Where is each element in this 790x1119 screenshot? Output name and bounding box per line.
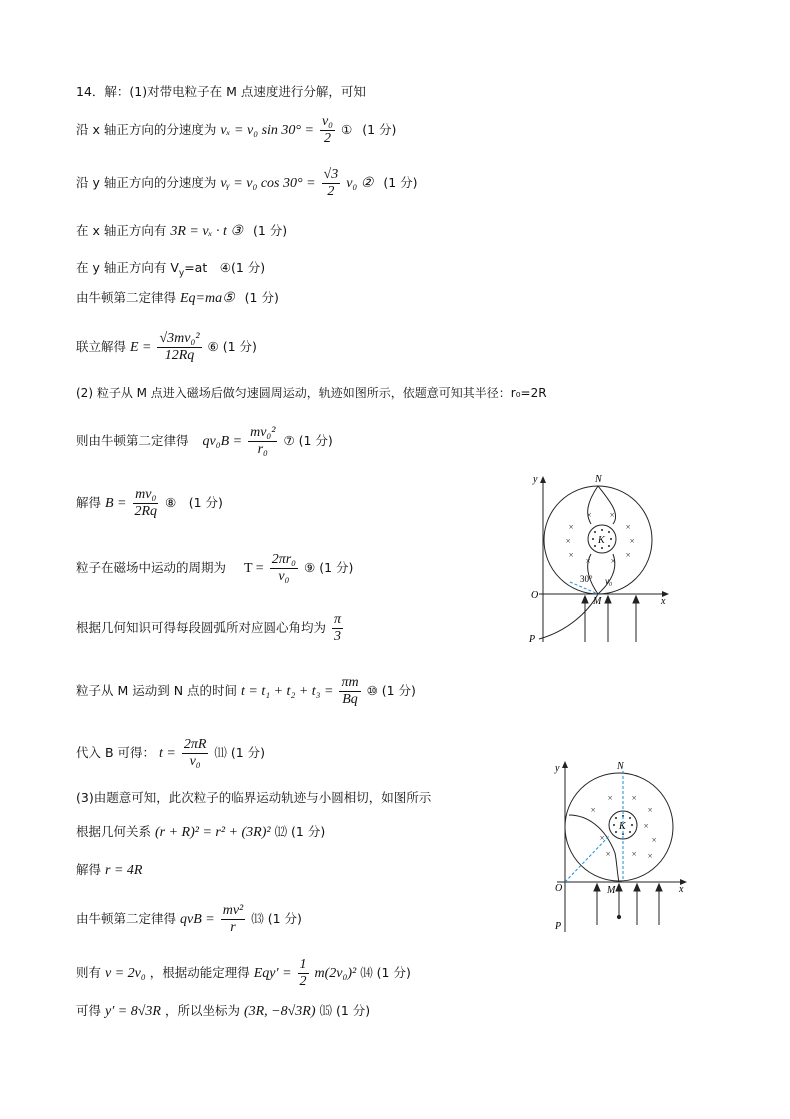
time2-num: 2πR: [183, 737, 207, 752]
r-line: [76, 864, 142, 878]
B-left: B =: [105, 496, 127, 511]
vx-equation: vₓ = v₀ sin 30° =: [220, 123, 314, 138]
fig1-label-o: O: [531, 590, 539, 601]
x-axis-text: 在 x 轴正方向有: [76, 223, 167, 238]
newton-text: 由牛顿第二定律得: [76, 290, 177, 305]
qvB2-text: 由牛顿第二定律得: [76, 911, 177, 926]
period-text: 粒子在磁场中运动的周期为: [76, 560, 227, 575]
qvB2-num: mv²: [222, 903, 244, 918]
fig1-label-v0: v₀: [605, 576, 613, 586]
newton-line: [76, 292, 279, 306]
period-score: ⑨ (1 分): [304, 560, 354, 575]
B-num: mv₀: [135, 487, 157, 502]
qvB-den: r₀: [257, 442, 268, 457]
svg-text:×: ×: [568, 550, 575, 560]
r-eq: r = 4R: [105, 863, 143, 878]
y-axis-line: [76, 262, 265, 279]
vy-fraction: [322, 168, 341, 199]
svg-text:×: ×: [607, 793, 614, 803]
E-text: 联立解得: [76, 339, 127, 354]
vy-line: [76, 168, 418, 199]
fig2-label-o: O: [555, 883, 563, 894]
vy-text: 沿 y 轴正方向的分速度为: [76, 175, 217, 190]
vx-circle: ①: [341, 122, 353, 137]
time2-text: 代入 B 可得：: [76, 745, 156, 760]
fig1-label-y: y: [533, 474, 538, 485]
period-fraction: [270, 553, 298, 584]
B-line: [76, 488, 223, 519]
fig1-label-k: K: [598, 535, 605, 546]
vx-score: (1 分): [362, 122, 397, 137]
time-score: ⑩ (1 分): [366, 683, 416, 698]
time2-left: t =: [159, 746, 176, 761]
svg-text:×: ×: [631, 793, 638, 803]
qvB2-left: qvB =: [180, 912, 215, 927]
vy-score: (1 分): [383, 175, 418, 190]
coord-line: [76, 1005, 370, 1019]
svg-text:×: ×: [629, 536, 636, 546]
fig2-label-x: x: [679, 884, 684, 895]
svg-text:×: ×: [643, 821, 650, 831]
energy-mid: ，根据动能定理得: [149, 965, 250, 980]
energy-score: ⒁ (1 分): [360, 965, 411, 980]
energy-fraction: [298, 958, 309, 989]
svg-text:×: ×: [565, 536, 572, 546]
time-num: πm: [341, 675, 359, 690]
coord-score: ⒂ (1 分): [319, 1003, 371, 1018]
time-den: Bq: [342, 692, 358, 707]
svg-text:×: ×: [609, 510, 616, 520]
B-fraction: [132, 488, 159, 519]
x-axis-score: (1 分): [252, 223, 288, 238]
qvB2-score: ⒀ (1 分): [251, 911, 302, 926]
svg-text:×: ×: [651, 835, 658, 845]
angle-text: 根据几何知识可得每段圆弧所对应圆心角均为: [76, 620, 327, 635]
geo-score: ⑿ (1 分): [274, 824, 326, 839]
svg-text:×: ×: [568, 522, 575, 532]
time-line: [76, 676, 416, 707]
svg-text:×: ×: [625, 550, 632, 560]
qvB-score: ⑦ (1 分): [283, 433, 333, 448]
fig1-y-arrow: [540, 476, 546, 483]
vy-num: √3: [323, 167, 339, 182]
geo-line: [76, 826, 325, 840]
fig2-trajectory: [569, 815, 619, 882]
fig1-label-angle: 30°: [580, 574, 593, 584]
fig1-label-n: N: [595, 474, 602, 485]
time2-line: [76, 738, 265, 769]
qvB2-line: [76, 904, 302, 935]
figure-2-diagram: [547, 757, 695, 935]
fig2-label-p: P: [555, 921, 562, 932]
energy-left: Eqy′ =: [253, 966, 292, 981]
solution-heading: 14．解：(1)对带电粒子在 M 点速度进行分解，可知: [76, 84, 366, 99]
geo-text: 根据几何关系: [76, 824, 152, 839]
fig1-entry-curve: [539, 594, 598, 639]
energy-tail: m(2v₀)²: [314, 966, 357, 981]
coord-mid: ，所以坐标为: [164, 1003, 240, 1018]
E-den: 12Rq: [164, 348, 195, 363]
svg-text:×: ×: [647, 851, 654, 861]
fig1-field-arrows: [582, 596, 639, 642]
qvB2-den: r: [230, 920, 236, 935]
fig2-field-arrows: [594, 884, 662, 925]
B-den: 2Rq: [134, 504, 158, 519]
y-axis-tail: =at ④(1 分): [184, 260, 266, 275]
svg-text:×: ×: [599, 833, 606, 843]
time-left: t = t₁ + t₂ + t₃ =: [241, 684, 334, 699]
vx-num: v₀: [321, 114, 334, 129]
E-fraction: [157, 332, 201, 363]
y-eq: y′ = 8√3R: [105, 1004, 161, 1019]
energy-text: 则有: [76, 965, 102, 980]
period-num: 2πr₀: [271, 552, 297, 567]
time2-den: v₀: [189, 754, 201, 769]
coord-eq: (3R, −8√3R): [243, 1004, 316, 1019]
period-den: v₀: [278, 569, 290, 584]
fig2-dashed-radius: [565, 835, 610, 882]
period-line: [76, 553, 353, 584]
E-line: [76, 332, 257, 363]
x-axis-equation: 3R = vₓ · t ③: [170, 224, 243, 239]
B-score: ⑧ (1 分): [165, 495, 223, 510]
svg-text:×: ×: [610, 556, 617, 566]
qvB2-fraction: [221, 904, 246, 935]
part3-heading: (3)由题意可知，此次粒子的临界运动轨迹与小圆相切，如图所示: [76, 790, 432, 805]
vy-equation: vᵧ = v₀ cos 30° =: [220, 176, 316, 191]
y-axis-text: 在 y 轴正方向有 V: [76, 260, 179, 275]
time-fraction: [339, 676, 360, 707]
svg-text:×: ×: [631, 849, 638, 859]
geo-eq: (r + R)² = r² + (3R)²: [155, 825, 271, 840]
energy-num: 1: [299, 957, 307, 972]
svg-text:×: ×: [586, 510, 593, 520]
r-text: 解得: [76, 862, 102, 877]
qvB-line: [76, 426, 333, 457]
fig1-label-p: P: [529, 634, 536, 645]
svg-text:×: ×: [625, 522, 632, 532]
fig1-label-m: M: [593, 596, 602, 607]
part2-heading: (2) 粒子从 M 点进入磁场后做匀速圆周运动，轨迹如图所示，依题意可知其半径：r₀=2R: [76, 386, 547, 400]
vy-den: 2: [327, 184, 335, 199]
qvB-text: 则由牛顿第二定律得: [76, 433, 189, 448]
y-axis-sub: y: [178, 268, 185, 279]
fig2-label-k: K: [619, 821, 626, 832]
time-text: 粒子从 M 运动到 N 点的时间: [76, 683, 238, 698]
vx-den: 2: [323, 131, 331, 146]
svg-text:×: ×: [647, 805, 654, 815]
fig2-y-arrow: [562, 761, 568, 768]
energy-line: [76, 958, 411, 989]
qvB-fraction: [248, 426, 277, 457]
angle-line: [76, 613, 345, 644]
x-axis-line: [76, 225, 287, 239]
newton-score: (1 分): [244, 290, 279, 305]
fig2-label-m: M: [607, 885, 616, 896]
vx-fraction: [320, 115, 335, 146]
energy-den: 2: [299, 974, 307, 989]
fig2-label-n: N: [617, 761, 624, 772]
angle-fraction: [332, 613, 343, 644]
E-left: E =: [130, 340, 152, 355]
fig1-label-x: x: [661, 596, 666, 607]
coord-text: 可得: [76, 1003, 102, 1018]
newton-eq: Eq=ma⑤: [180, 291, 235, 306]
vx-line: [76, 115, 396, 146]
angle-num: π: [334, 612, 342, 627]
angle-den: 3: [334, 629, 341, 644]
qvB-num: mv₀²: [250, 425, 276, 440]
vy-tail: v₀ ②: [346, 176, 374, 191]
svg-text:×: ×: [590, 805, 597, 815]
qvB-left: qv₀B =: [202, 434, 243, 449]
svg-text:×: ×: [605, 849, 612, 859]
vx-text: 沿 x 轴正方向的分速度为: [76, 122, 217, 137]
E-score: ⑥ (1 分): [207, 339, 257, 354]
B-text: 解得: [76, 495, 102, 510]
time2-score: ⑾ (1 分): [214, 745, 266, 760]
period-left: T =: [244, 561, 264, 576]
fig2-label-y: y: [555, 763, 560, 774]
time2-fraction: [182, 738, 209, 769]
v-eq: v = 2v₀: [105, 966, 146, 981]
E-num: √3mv₀²: [159, 331, 200, 346]
figure-1-diagram: [525, 472, 675, 647]
svg-text:×: ×: [585, 556, 592, 566]
